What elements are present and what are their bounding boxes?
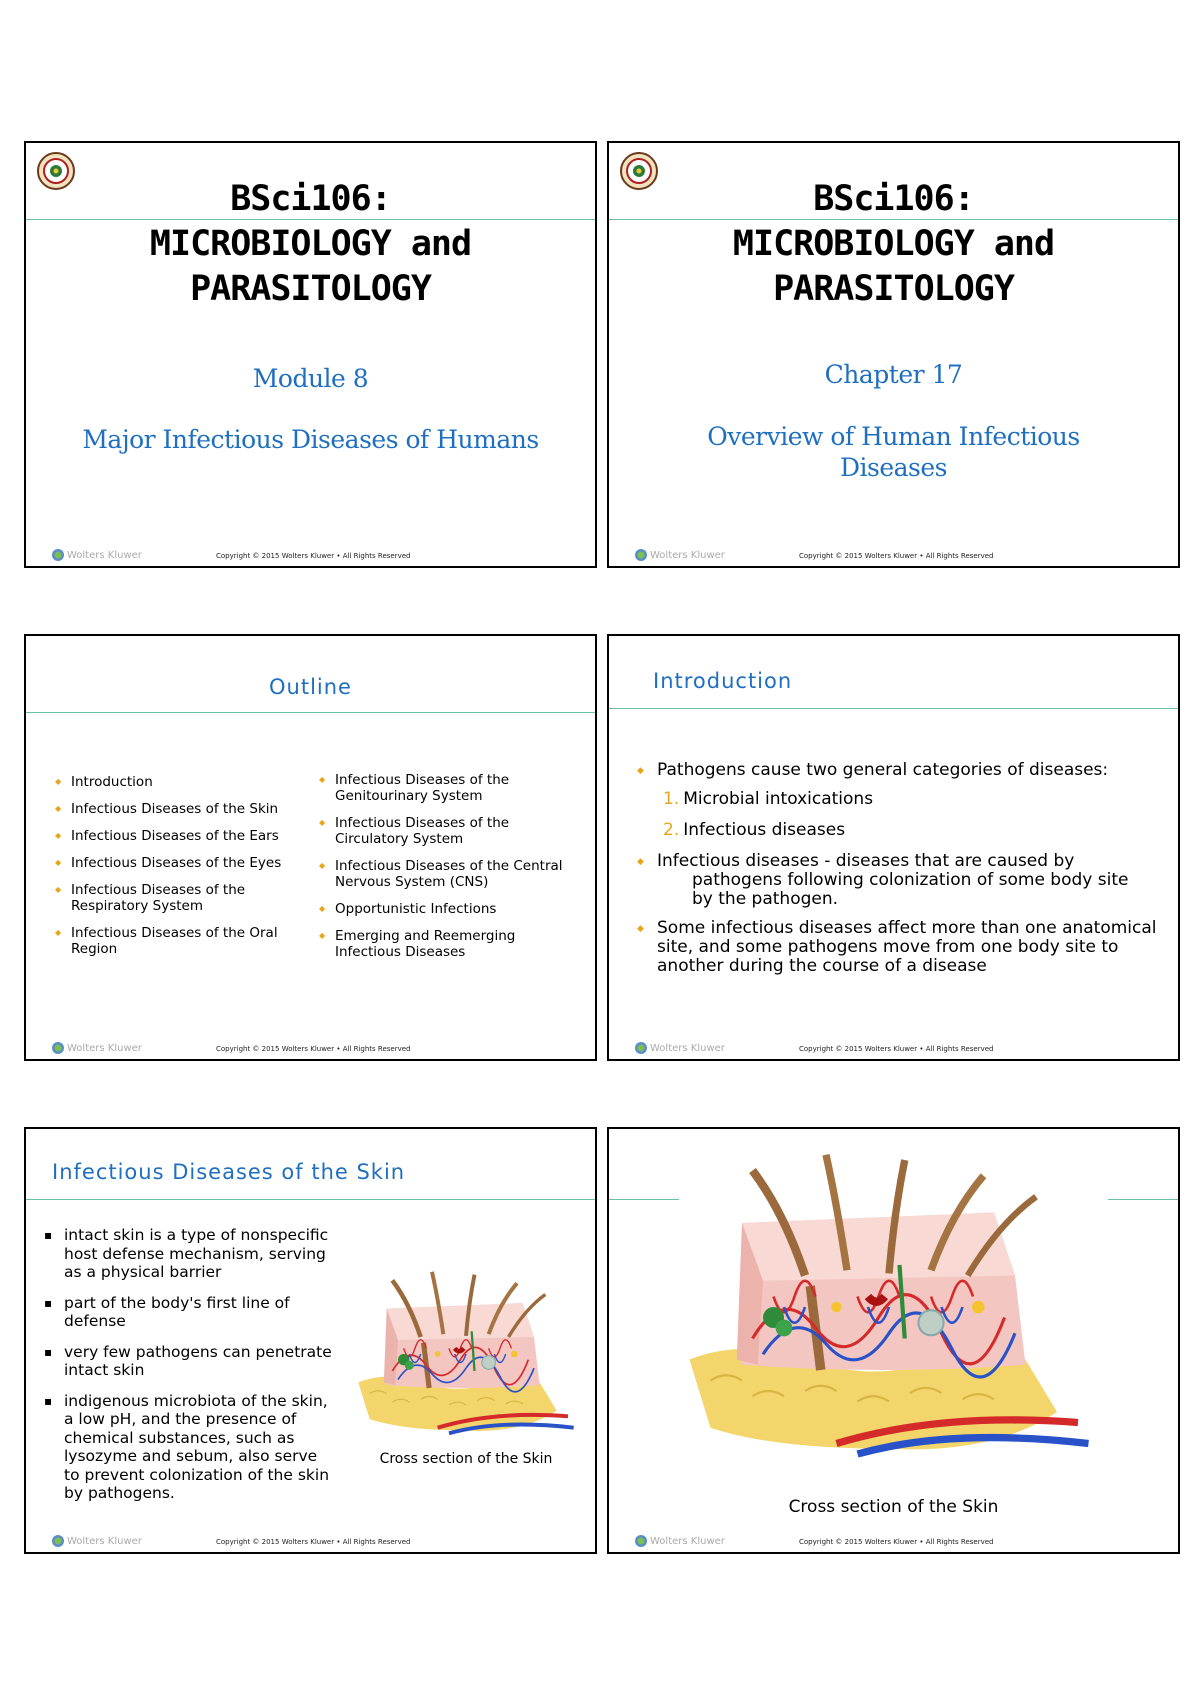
brand-icon [52, 1042, 64, 1054]
outline-item: ◆ Infectious Diseases of the Central Nervous System (CNS) [315, 858, 565, 890]
skin-bullet-list [42, 1226, 332, 1515]
copyright: Copyright © 2015 Wolters Kluwer • All Rights Reserved [216, 552, 411, 560]
copyright: Copyright © 2015 Wolters Kluwer • All Rights Reserved [799, 1045, 994, 1053]
intro-body [637, 761, 1157, 986]
slide-1 [24, 141, 597, 568]
outline-column-1 [51, 774, 291, 968]
course-name-line1: MICROBIOLOGY and [149, 224, 472, 264]
slide-5-skin [24, 1127, 597, 1554]
divider [26, 1199, 595, 1200]
slide-heading: Outline [269, 675, 352, 699]
divider-left [609, 1199, 679, 1200]
outline-item: ◆ Introduction [51, 774, 291, 790]
module-label: Module 8 [252, 364, 369, 393]
course-name-line1: MICROBIOLOGY and [732, 224, 1055, 264]
slide-6-skin-figure [607, 1127, 1180, 1554]
brand-icon [52, 1535, 64, 1547]
numbered-item: 1. Microbial intoxications [663, 789, 874, 809]
numbered-item: 2. Infectious diseases [663, 820, 846, 840]
slide-4-introduction [607, 634, 1180, 1061]
course-code: BSci106: [813, 179, 974, 219]
outline-item: ◆ Infectious Diseases of the Genitourinary System [315, 772, 565, 804]
slide-heading: Infectious Diseases of the Skin [52, 1160, 406, 1184]
course-name-line2: PARASITOLOGY [773, 269, 1014, 309]
course-title [46, 177, 575, 312]
brand-footer: Wolters Kluwer [635, 1042, 725, 1054]
bullet-item: ◆ Some infectious diseases affect more than one anatomical site, and some pathogens move from one body site to another during the course of a disease [637, 919, 1157, 976]
outline-column-2 [315, 772, 565, 971]
bullet-item: ▪ part of the body's first line of defense [42, 1294, 332, 1331]
slide-heading: Introduction [653, 669, 793, 693]
course-code: BSci106: [230, 179, 391, 219]
copyright: Copyright © 2015 Wolters Kluwer • All Rights Reserved [216, 1045, 411, 1053]
bullet-item: ▪ indigenous microbiota of the skin, a low pH, and the presence of chemical substances, such as lysozyme and sebum, also serve to prevent colonization of the skin by pathogens. [42, 1392, 332, 1503]
brand-footer: Wolters Kluwer [635, 549, 725, 561]
brand-footer: Wolters Kluwer [635, 1535, 725, 1547]
module-title: Major Infectious Diseases of Humans [82, 425, 539, 454]
brand-icon [635, 1042, 647, 1054]
course-name-line2: PARASITOLOGY [190, 269, 431, 309]
chapter-title: Overview of Human Infectious Diseases [707, 422, 1080, 482]
brand-footer: Wolters Kluwer [52, 549, 142, 561]
brand-icon [52, 549, 64, 561]
brand-footer: Wolters Kluwer [52, 1042, 142, 1054]
figure-caption: Cross section of the Skin [379, 1451, 553, 1467]
outline-item: ◆ Infectious Diseases of the Eyes [51, 855, 291, 871]
slide-2 [607, 141, 1180, 568]
chapter-label: Chapter 17 [824, 360, 963, 389]
copyright: Copyright © 2015 Wolters Kluwer • All Rights Reserved [799, 552, 994, 560]
skin-cross-section-image [351, 1269, 581, 1439]
copyright: Copyright © 2015 Wolters Kluwer • All Rights Reserved [216, 1538, 411, 1546]
outline-item: ◆ Infectious Diseases of the Circulatory System [315, 815, 565, 847]
divider [26, 712, 595, 713]
brand-icon [635, 1535, 647, 1547]
bullet-item: ◆ Infectious diseases - diseases that are caused by pathogens following colonization of some body site by the pathogen. [637, 852, 1157, 909]
skin-cross-section-image [679, 1147, 1099, 1467]
outline-item: ◆ Opportunistic Infections [315, 901, 565, 917]
bullet-item: ◆ Pathogens cause two general categories of diseases: [637, 761, 1157, 780]
brand-icon [635, 549, 647, 561]
slide-3-outline [24, 634, 597, 1061]
outline-item: ◆ Infectious Diseases of the Respiratory System [51, 882, 291, 914]
outline-item: ◆ Infectious Diseases of the Oral Region [51, 925, 291, 957]
course-title [629, 177, 1158, 312]
bullet-item: ▪ intact skin is a type of nonspecific host defense mechanism, serving as a physical barrier [42, 1226, 332, 1282]
brand-footer: Wolters Kluwer [52, 1535, 142, 1547]
outline-item: ◆ Emerging and Reemerging Infectious Diseases [315, 928, 565, 960]
divider-right [1108, 1199, 1178, 1200]
bullet-item: ▪ very few pathogens can penetrate intact skin [42, 1343, 332, 1380]
divider [609, 708, 1178, 709]
outline-item: ◆ Infectious Diseases of the Skin [51, 801, 291, 817]
figure-caption: Cross section of the Skin [788, 1497, 999, 1517]
outline-item: ◆ Infectious Diseases of the Ears [51, 828, 291, 844]
copyright: Copyright © 2015 Wolters Kluwer • All Rights Reserved [799, 1538, 994, 1546]
